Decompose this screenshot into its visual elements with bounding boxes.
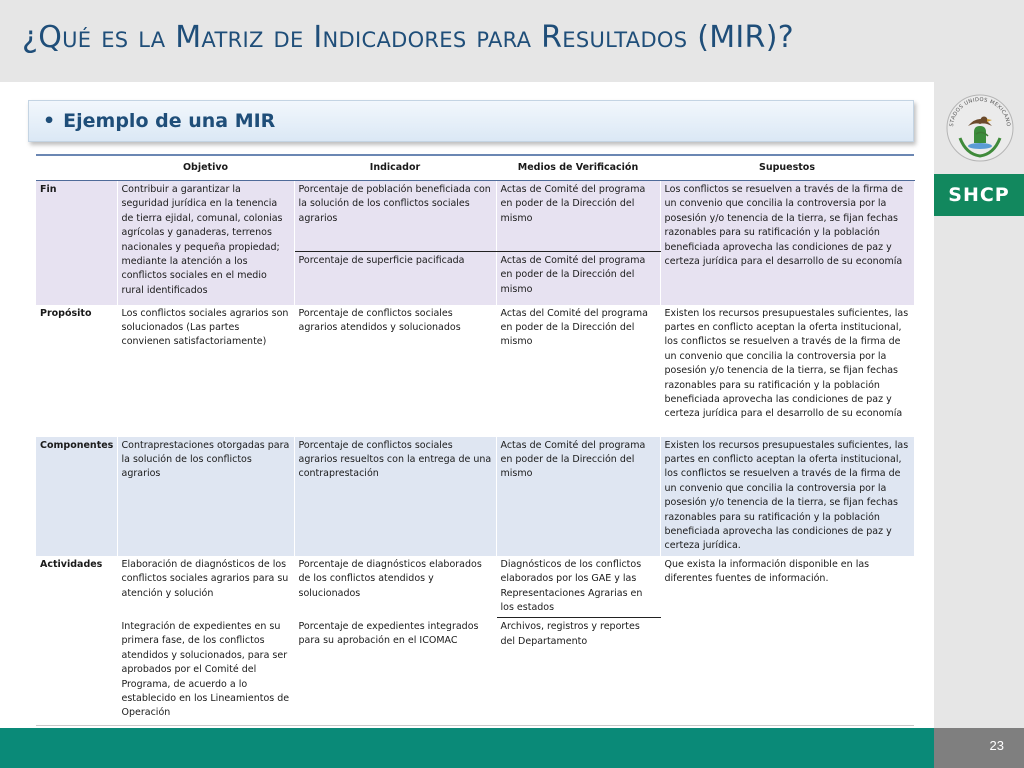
proposito-objetivo: Los conflictos sociales agrarios son solucionados (Las partes convienen satisfactoriamente) <box>117 305 294 437</box>
componentes-medios: Actas de Comité del programa en poder de la Dirección del mismo <box>496 437 660 556</box>
table-row-fin <box>36 181 914 252</box>
proposito-indicador: Porcentaje de conflictos sociales agrarios atendidos y solucionados <box>294 305 496 437</box>
table-row-componentes <box>36 437 914 556</box>
actividades-indicador-2: Porcentaje de expedientes integrados para su aprobación en el ICOMAC <box>294 618 496 728</box>
shcp-logo: SHCP <box>934 174 1024 216</box>
fin-medios-2: Actas de Comité del programa en poder de la Dirección del mismo <box>496 252 660 305</box>
subtitle <box>43 110 275 132</box>
componentes-supuestos: Existen los recursos presupuestales suficientes, las partes en conflicto aceptan la oferta institucional, los conflictos se resuelven a través de la firma de un convenio que concilia la controversia por la posesión y/o tenencia de la tierra, se fijan fechas razonables para su ratificación y la población beneficiada aprovecha las condiciones de paz y certeza jurídica. <box>660 437 914 556</box>
header-blank <box>36 155 117 181</box>
fin-medios-1: Actas de Comité del programa en poder de la Dirección del mismo <box>496 181 660 252</box>
national-seal-icon <box>944 88 1016 164</box>
row-label-proposito: Propósito <box>36 305 117 437</box>
table-bottom-rule <box>36 725 914 726</box>
subtitle-box <box>28 100 914 142</box>
fin-supuestos: Los conflictos se resuelven a través de la firma de un convenio que concilia la controversia por la posesión y/o tenencia de la tierra, se fijan fechas razonables para su ratificación y la población beneficiada aprovecha las condiciones de paz y certeza jurídica para el desarrollo de su economía <box>660 181 914 305</box>
actividades-objetivo-2: Integración de expedientes en su primera fase, de los conflictos atendidos y solucionados, para ser aprobados por el Comité del Programa, de acuerdo a lo establecido en los Lineamientos de Operación <box>117 618 294 728</box>
title-lead: ¿Q <box>22 20 63 55</box>
fin-indicador-1: Porcentaje de población beneficiada con la solución de los conflictos sociales agrarios <box>294 181 496 252</box>
footer-bar <box>0 728 934 768</box>
seal-text: STADOS UNIDOS MEXICANO <box>948 96 1012 128</box>
page-number-box <box>934 728 1024 768</box>
slide-title <box>22 20 794 55</box>
componentes-indicador: Porcentaje de conflictos sociales agrarios resueltos con la entrega de una contraprestación <box>294 437 496 556</box>
proposito-medios: Actas del Comité del programa en poder de la Dirección del mismo <box>496 305 660 437</box>
table-row-actividades <box>36 556 914 618</box>
proposito-supuestos: Existen los recursos presupuestales suficientes, las partes en conflicto aceptan la oferta institucional, los conflictos se resuelven a través de la firma de un convenio que concilia la controversia por la posesión y/o tenencia de la tierra, se fijan fechas razonables para su ratificación y la población beneficiada aprovecha las condiciones de paz y certeza jurídica para el desarrollo de su economía <box>660 305 914 437</box>
header-medios: Medios de Verificación <box>496 155 660 181</box>
row-label-actividades: Actividades <box>36 556 117 728</box>
actividades-indicador-1: Porcentaje de diagnósticos elaborados de los conflictos atendidos y solucionados <box>294 556 496 618</box>
actividades-objetivo-1: Elaboración de diagnósticos de los conflictos sociales agrarios para su atención y solución <box>117 556 294 618</box>
page-number: 23 <box>989 738 1004 753</box>
actividades-medios-1: Diagnósticos de los conflictos elaborados por los GAE y las Representaciones Agrarias en los estados <box>496 556 660 618</box>
row-label-fin: Fin <box>36 181 117 305</box>
actividades-supuestos: Que exista la información disponible en las diferentes fuentes de información. <box>660 556 914 728</box>
actividades-medios-2: Archivos, registros y reportes del Departamento <box>496 618 660 728</box>
fin-indicador-2: Porcentaje de superficie pacificada <box>294 252 496 305</box>
row-label-componentes: Componentes <box>36 437 117 556</box>
table-row-proposito <box>36 305 914 437</box>
title-rest: ué es la Matriz de Indicadores para Resultados (MIR)? <box>62 20 794 55</box>
table-header-row <box>36 155 914 181</box>
header-supuestos: Supuestos <box>660 155 914 181</box>
fin-objetivo: Contribuir a garantizar la seguridad jurídica en la tenencia de tierra ejidal, comunal, colonias agrícolas y ganaderas, terrenos nacionales y pequeña propiedad; mediante la atención a los conflictos sociales en el medio rural identificados <box>117 181 294 305</box>
header-objetivo: Objetivo <box>117 155 294 181</box>
subtitle-text: Ejemplo de una MIR <box>63 110 276 132</box>
componentes-objetivo: Contraprestaciones otorgadas para la solución de los conflictos agrarios <box>117 437 294 556</box>
mir-table <box>36 154 915 728</box>
bullet-icon: • <box>43 110 56 132</box>
header-indicador: Indicador <box>294 155 496 181</box>
